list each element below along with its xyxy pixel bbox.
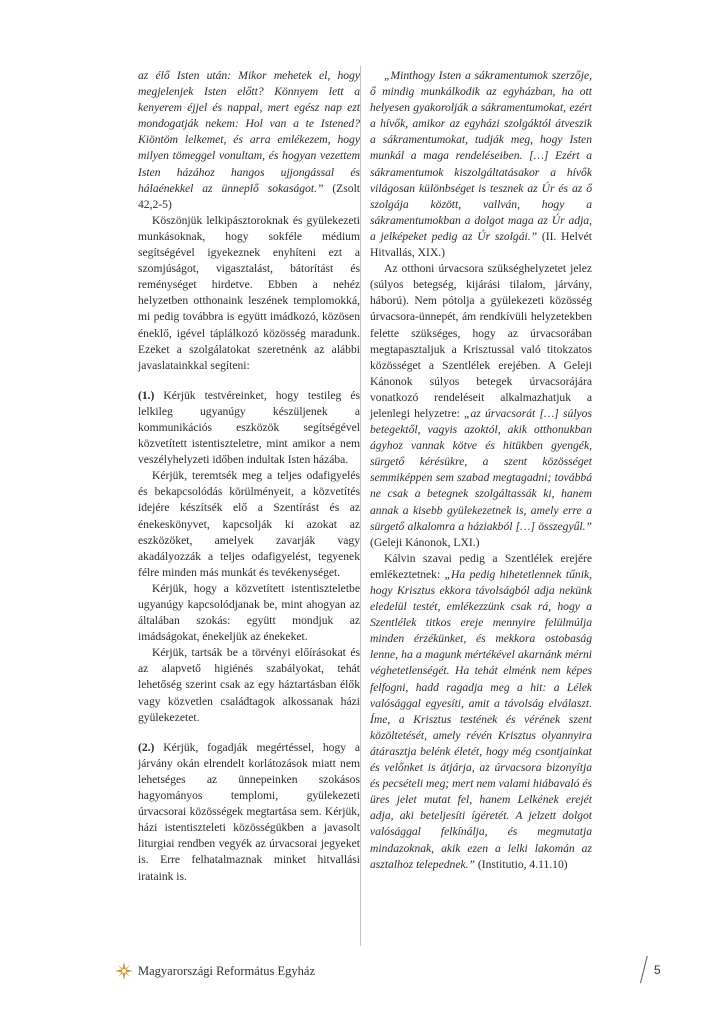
- left-column: [138, 68, 360, 885]
- calvin-reference: (Institutio, 4.11.10): [474, 857, 568, 871]
- psalm-reference: (Zsolt 42,2-5): [138, 181, 361, 211]
- home-communion-text: Az otthoni úrvacsora szükséghelyzetet jelez (súlyos betegség, kijárási tilalom, járvány, háború). Nem pótolja a gyülekezeti közösség úrvacsora-ünnepét, ám rendkívüli helyzetekben felette szükséges, hogy az úrvacsorában megtapasztaljuk a Krisztussal való titokzatos közösséget a Szentlélek erejében. A Geleji Kánonok súlyos betegek úrvacsorájára vonatkozó rendeléseit alkalmazhatjuk a jelenlegi helyzetre:: [370, 262, 592, 420]
- psalm-quote-paragraph: [138, 68, 360, 213]
- column-divider: [360, 66, 361, 946]
- calvin-paragraph: [370, 551, 592, 873]
- helvetic-quote: „Minthogy Isten a sákramentumok szerzője, ő mindig munkálkodik az egyházban, ha ott helyesen gyakorolják a sákramentumokat, ezért a hívők, amikor az egyházi szolgáktól átveszik a sákramentumokat, tudják meg, hogy Isten munkál a maga rendeléseiben. […] Ezért a sákramentumok kiszolgáltatásakor a hívők világosan különbséget is tesznek az Úr és az ő szolgája között, vallván, hogy a sákramentumokban a dolgot maga az Úr adja, a jelképeket pedig az Úr szolgái.”: [370, 69, 592, 243]
- page-number-divider: [640, 956, 648, 983]
- section-1-paragraph-1: [138, 388, 360, 468]
- section-1-number: (1.): [138, 388, 155, 402]
- geleji-reference: (Geleji Kánonok, LXI.): [370, 535, 480, 549]
- helvetic-reference: (II. Helvét Hitvallás, XIX.): [370, 229, 592, 260]
- right-column: [370, 68, 592, 873]
- page-number: 5: [654, 963, 661, 977]
- church-star-logo-icon: [115, 962, 133, 980]
- home-communion-paragraph: [370, 261, 592, 551]
- psalm-quote: az élő Isten után: Mikor mehetek el, hogy megjelenjek Isten előtt? Könnyem lett a kenyerem éjjel és nappal, mert egész nap ezt mondogatják nekem: Hol van a te Istened? Kiöntöm lelkemet, és arra emlékezem, hogy milyen tömeggel vonultam, és hogyan vezettem Isten házához hangos ujjongással és hálaénekkel az ünneplő sokaságot.”: [138, 69, 360, 195]
- section-1-paragraph-4: Kérjük, tartsák be a törvényi előírásokat és az alapvető higiénés szabályokat, tehát lehetőség szerint csak az egy háztartásban élők vagy közvetlen családtagok alkossanak házi gyülekezetet.: [138, 646, 360, 724]
- thanks-paragraph: Köszönjük lelkipásztoroknak és gyülekezeti munkásoknak, hogy sokféle médium segítségével igyekeznek enyhíteni ezt a szomjúságot, vigasztalást, bátorítást és reménységet hirdetve. Ebben a nehéz helyzetben otthonaink leszének templomokká, mi pedig továbbra is együtt imádkozó, közösen éneklő, igével táplálkozó közösség maradunk. Ezeket a szolgálatokat szeretnénk az alábbi javaslatainkkal segíteni:: [138, 213, 360, 372]
- section-1-paragraph-2: Kérjük, teremtsék meg a teljes odafigyelés és bekapcsolódás körülményeit, a közvetítés idejére készítsék elő a Szentírást és az énekeskönyvet, kapcsolják ki azokat az eszközöket, amelyek zavarják vagy akadályozzák a teljes odafigyelést, tegyenek félre minden más munkát és tevékenységet.: [138, 469, 360, 579]
- section-2-number: (2.): [138, 740, 155, 754]
- geleji-quote: „az úrvacsorát […] súlyos betegektől, vagyis azoktól, akik otthonukban ágyhoz vannak kötve és hitükben gyengék, sürgető kérésükre, a szent közösséget semmiképpen sem szabad megtagadni; továbbá ne csak a betegnek szolgáltassák ki, hanem annak a kisebb gyülekezetnek is, amely erre a sürgető alkalomra a háziakból […] összegyűl.”: [370, 406, 592, 533]
- org-name: Magyarországi Református Egyház: [138, 964, 316, 978]
- calvin-intro: Kálvin szavai pedig a Szentlélek erejére emlékeztetnek:: [370, 551, 592, 581]
- section-1-text: Kérjük testvéreinket, hogy testileg és lelkileg ugyanúgy készüljenek a kommunikációs eszközök segítségével közvetített istentiszteletre, mint amikor a nem veszélyhelyzeti időben indultak Isten házába.: [138, 388, 360, 467]
- section-1-paragraph-3: Kérjük, hogy a közvetített istentiszteletbe ugyanúgy kapcsolódjanak be, mint ahogyan az általában szokás: együtt mondjuk az imádságokat, énekeljük az énekeket.: [138, 581, 360, 644]
- section-2-text: Kérjük, fogadják megértéssel, hogy a járvány okán elrendelt korlátozások miatt nem lehetséges az ünnepeinken szokásos hagyományos templomi, gyülekezeti úrvacsorai közösségek megtartása sem. Kérjük, házi istentiszteleti közösségükben a javasolt liturgiai rendben vegyék az úrvacsorai jegyeket is. Erre felhatalmaznak minket hitvallási irataink is.: [138, 740, 360, 883]
- calvin-quote: „Ha pedig hihetetlennek tűnik, hogy Krisztus ekkora távolságból adja nekünk eledelül testét, emlékezzünk csak rá, hogy a Szentlélek titkos ereje mennyire felülmúlja minden érzékünket, és mekkora ostobaság lenne, ha a magunk mértékével akarnánk mérni véghetetlenségét. Ha tehát elménk nem képes felfogni, hadd ragadja meg a hit: a Lélek valósággal egyesíti, amit a távolság elválaszt. Íme, a Krisztus testének és vérének szent közöltetését, amely révén Krisztus olyannyira átárasztja belénk életét, hogy még csontjainkat és velőnket is átjárja, az úrvacsora bizonyítja és pecsételi meg; mert nem valami hiábavaló és üres jelet mutat fel, hanem Lelkének erejét adja, aki beteljesíti ígéretét. A jelzett dolgot valósággal felkínálja, és megmutatja mindazoknak, akik ezen a lelki lakomán az asztalhoz telepednek.”: [370, 567, 592, 871]
- helvetic-quote-paragraph: [370, 68, 592, 261]
- section-2-paragraph-1: [138, 740, 360, 885]
